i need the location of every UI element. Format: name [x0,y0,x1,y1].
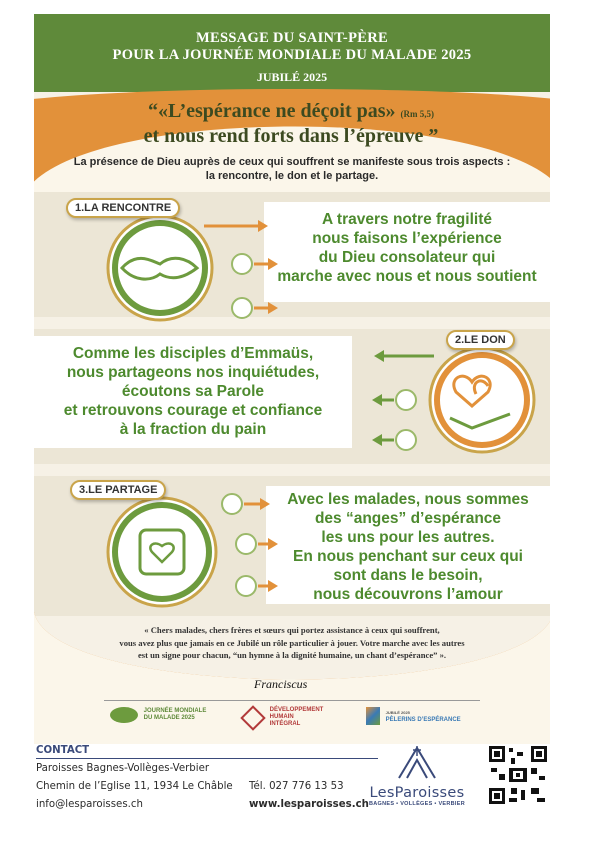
church-logo-icon [393,744,441,780]
contact-block [36,742,233,814]
main-quote [96,100,486,147]
dhi-emblem-icon [240,705,265,730]
contact-org: Paroisses Bagnes-Vollèges-Verbier [36,763,210,774]
contact-divider [36,758,378,759]
section-3-line: nous découvrons l’amour [313,586,503,603]
quote-reference: (Rm 5,5) [400,109,435,119]
quote-open: “«L’espérance ne déçoit pas» [147,100,396,122]
qr-code-icon[interactable] [487,744,549,806]
dev-line-2: HUMAIN [269,714,294,720]
quote-close: et nous rend forts dans l’épreuve ” [143,125,439,147]
label-don: 2.LE DON [446,330,515,350]
logo-developpement [244,707,323,728]
contact-website[interactable]: www.lesparoisses.ch [249,799,369,810]
brand-sub: BAGNES • VOLLÈGES • VERBIER [369,801,465,807]
jubile-emblem-icon [366,707,380,725]
section-3-line: sont dans le besoin, [333,567,483,584]
section-2-line: et retrouvons courage et confiance [63,402,323,419]
jubile-small: JUBILÉ 2025 [385,709,410,715]
section-2-line: à la fraction du pain [119,421,267,438]
partner-logos [104,700,480,741]
contact-email[interactable]: info@lesparoisses.ch [36,799,143,810]
section-3-line: les uns pour les autres. [321,529,495,546]
poster [34,14,550,744]
section-3-text [266,490,550,604]
closing-line-1: « Chers malades, chers frères et sœurs qui portez assistance à ceux qui souffrent, [144,625,440,635]
contact-phone[interactable]: Tél. 027 776 13 53 [249,781,344,792]
section-3-line: Avec les malades, nous sommes [287,491,529,508]
contact-address: Chemin de l’Eglise 11, 1934 Le Châble [36,781,233,792]
section-2-graphic [364,330,550,465]
header-line-2: POUR LA JOURNÉE MONDIALE DU MALADE 2025 [112,47,472,63]
closing-message [54,624,530,662]
intro-line-1: La présence de Dieu auprès de ceux qui souffrent se manifeste sous trois aspects : [73,156,511,168]
section-1-text [264,210,550,286]
dev-line-3: INTÉGRAL [269,721,301,727]
section-3-line: des “anges” d’espérance [314,510,502,527]
brand-lesparoisses [362,744,472,807]
intro-line-2: la rencontre, le don et le partage. [205,170,379,182]
contact-block-2 [249,778,369,814]
section-2-line: écoutons sa Parole [121,383,265,400]
section-1-line: marche avec nous et nous soutient [277,268,537,285]
journee-line-2: DU MALADE 2025 [143,715,195,721]
closing-line-2: vous avez plus que jamais en ce Jubilé un rôle particulier à jouer. Votre marche avec les autres [119,637,465,648]
signature: Franciscus [254,677,308,691]
label-rencontre: 1.LA RENCONTRE [66,198,180,218]
header-line-1: MESSAGE DU SAINT-PÈRE [196,30,388,46]
section-1-line: nous faisons l’expérience [312,230,502,247]
jubile-line-1: PÈLERINS D’ESPÉRANCE [385,716,461,723]
section-3-graphic [92,486,292,616]
section-2-line: nous partageons nos inquiétudes, [66,364,320,381]
logo-journee-mondiale [110,707,206,723]
journee-emblem-icon [110,707,138,723]
intro-text [54,155,530,183]
section-2-text [34,344,352,439]
header-banner [34,14,550,92]
dev-line-1: DÉVELOPPEMENT [269,707,324,713]
section-3-line: En nous penchant sur ceux qui [293,548,523,565]
section-1-line: A travers notre fragilité [322,211,492,228]
contact-title: CONTACT [36,745,90,756]
section-1-graphic [92,206,292,326]
journee-line-1: JOURNÉE MONDIALE [143,708,207,714]
logo-jubile [366,707,461,725]
section-1-line: du Dieu consolateur qui [318,249,496,266]
closing-line-3: est un signe pour chacun, “un hymne à la dignité humaine, un chant d’espérance” ». [137,650,447,660]
label-partage: 3.LE PARTAGE [70,480,166,500]
brand-name: LesParoisses [369,785,465,801]
section-2-line: Comme les disciples d’Emmaüs, [72,345,314,362]
header-line-3: JUBILÉ 2025 [256,70,328,84]
